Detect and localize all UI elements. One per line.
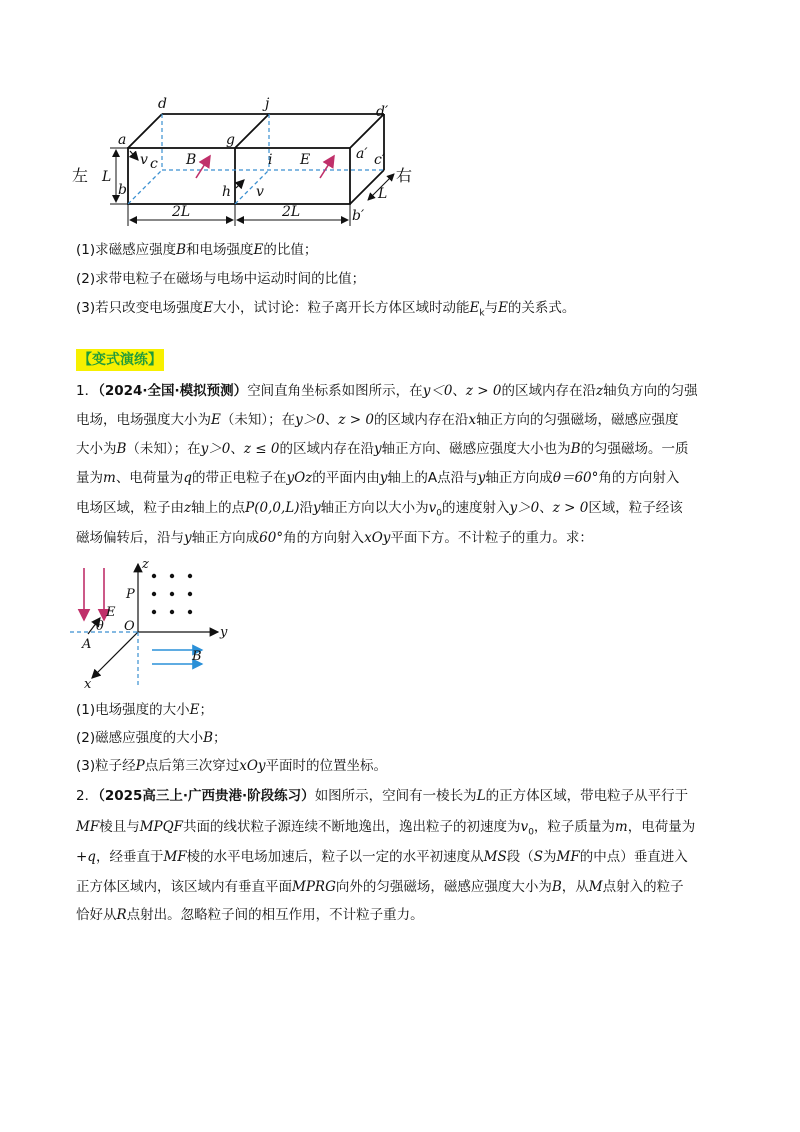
magnetic-field-dots	[152, 574, 192, 614]
label-d: d	[158, 96, 167, 112]
problem-1-sub-1: (1)电场强度的大小E；	[76, 702, 213, 718]
label-v-2: v	[256, 184, 264, 200]
problem-1-sub-3: (3)粒子经P点后第三次穿过xOy平面时的位置坐标。	[76, 758, 388, 774]
problem-1-sub-2: (2)磁感应强度的大小B；	[76, 730, 227, 746]
b-field-arrow	[196, 156, 210, 178]
question-1-2: (2)求带电粒子在磁场与电场中运动时间的比值；	[76, 271, 366, 287]
label-c-prime: c′	[374, 152, 386, 168]
label-h: h	[222, 184, 232, 200]
coordinate-diagram	[70, 556, 240, 696]
problem-1-line-4: 量为m、电荷量为q的带正电粒子在yOz的平面内由y轴上的A点沿与y轴正方向成θ＝60°角的方向射入	[76, 470, 680, 486]
problem-2-line-2: MF棱且与MPQF共面的线状粒子源连续不断地逸出，逸出粒子的初速度为$v_0$，粒子质量为m，电荷量为	[76, 819, 696, 838]
velocity-arrow-2	[236, 180, 244, 188]
problem-1-line-3: 大小为B（未知）；在y＞0、z ≤ 0的区域内存在沿y轴正方向、磁感应强度大小也为B的匀强磁场。一质	[76, 441, 689, 457]
problem-2-line-3: +q，经垂直于MF棱的水平电场加速后，粒子以一定的水平初速度从MS段（S为MF的中点）垂直进入	[76, 849, 688, 865]
label-x: x	[84, 677, 92, 692]
label-2L-left: 2L	[172, 204, 191, 220]
label-E: E	[106, 605, 116, 620]
question-1-3: (3)若只改变电场强度E大小，试讨论：粒子离开长方体区域时动能$E_k$与E的关系式。	[76, 300, 576, 319]
problem-2-line-5: 恰好从R点射出。忽略粒子间的相互作用，不计粒子重力。	[76, 907, 424, 923]
label-theta: θ	[96, 619, 104, 634]
problem-1-line-5: 电场区域，粒子由z轴上的点P(0,0,L)沿y轴正方向以大小为$v_0$的速度射入y＞0、z > 0区域，粒子经该	[76, 500, 683, 519]
box-front-face	[128, 148, 350, 204]
problem-2-line-4: 正方体区域内，该区域内有垂直平面MPRG向外的匀强磁场，磁感应强度大小为B，从M点射入的粒子	[76, 879, 684, 895]
label-j: j	[265, 96, 270, 112]
label-z: z	[142, 557, 149, 572]
problem-1-line-1: 1．（2024·全国·模拟预测）空间直角坐标系如图所示，在y＜0、z > 0的区域内存在沿z轴负方向的匀强	[76, 383, 698, 399]
label-b: b	[118, 182, 127, 198]
label-P: P	[126, 587, 135, 602]
label-2L-right: 2L	[282, 204, 301, 220]
label-L-left: L	[102, 169, 112, 185]
label-c: c	[150, 156, 158, 172]
label-v-1: v	[140, 152, 148, 168]
e-field-arrow	[320, 156, 334, 178]
box-diagram	[70, 92, 420, 232]
problem-1-line-6: 磁场偏转后，沿与y轴正方向成60°角的方向射入xOy平面下方。不计粒子的重力。求：	[76, 530, 593, 546]
label-a: a	[118, 132, 127, 148]
label-B: B	[192, 649, 202, 664]
x-axis	[92, 632, 138, 678]
label-y: y	[220, 625, 228, 640]
label-O: O	[124, 619, 135, 634]
label-right: 右	[396, 166, 413, 185]
label-i: i	[268, 152, 273, 168]
label-g: g	[226, 132, 235, 148]
problem-1-line-2: 电场，电场强度大小为E（未知）；在y＞0、z > 0的区域内存在沿x轴正方向的匀强磁场，磁感应强度	[76, 412, 679, 428]
label-b-prime: b′	[352, 208, 365, 224]
label-L-right: L	[378, 186, 388, 202]
label-a-prime: a′	[356, 146, 368, 162]
label-B: B	[186, 152, 197, 168]
label-d-prime: d′	[376, 104, 389, 120]
label-A: A	[82, 637, 92, 652]
problem-2-line-1: 2．（2025高三上·广西贵港·阶段练习）如图所示，空间有一棱长为L的正方体区域，带电粒子从平行于	[76, 788, 689, 804]
velocity-arrow-1	[130, 151, 138, 160]
section-heading: 【变式演练】	[76, 349, 164, 371]
question-1-1: (1)求磁感应强度B和电场强度E的比值；	[76, 242, 318, 258]
label-left: 左	[72, 166, 89, 185]
label-E: E	[300, 152, 311, 168]
